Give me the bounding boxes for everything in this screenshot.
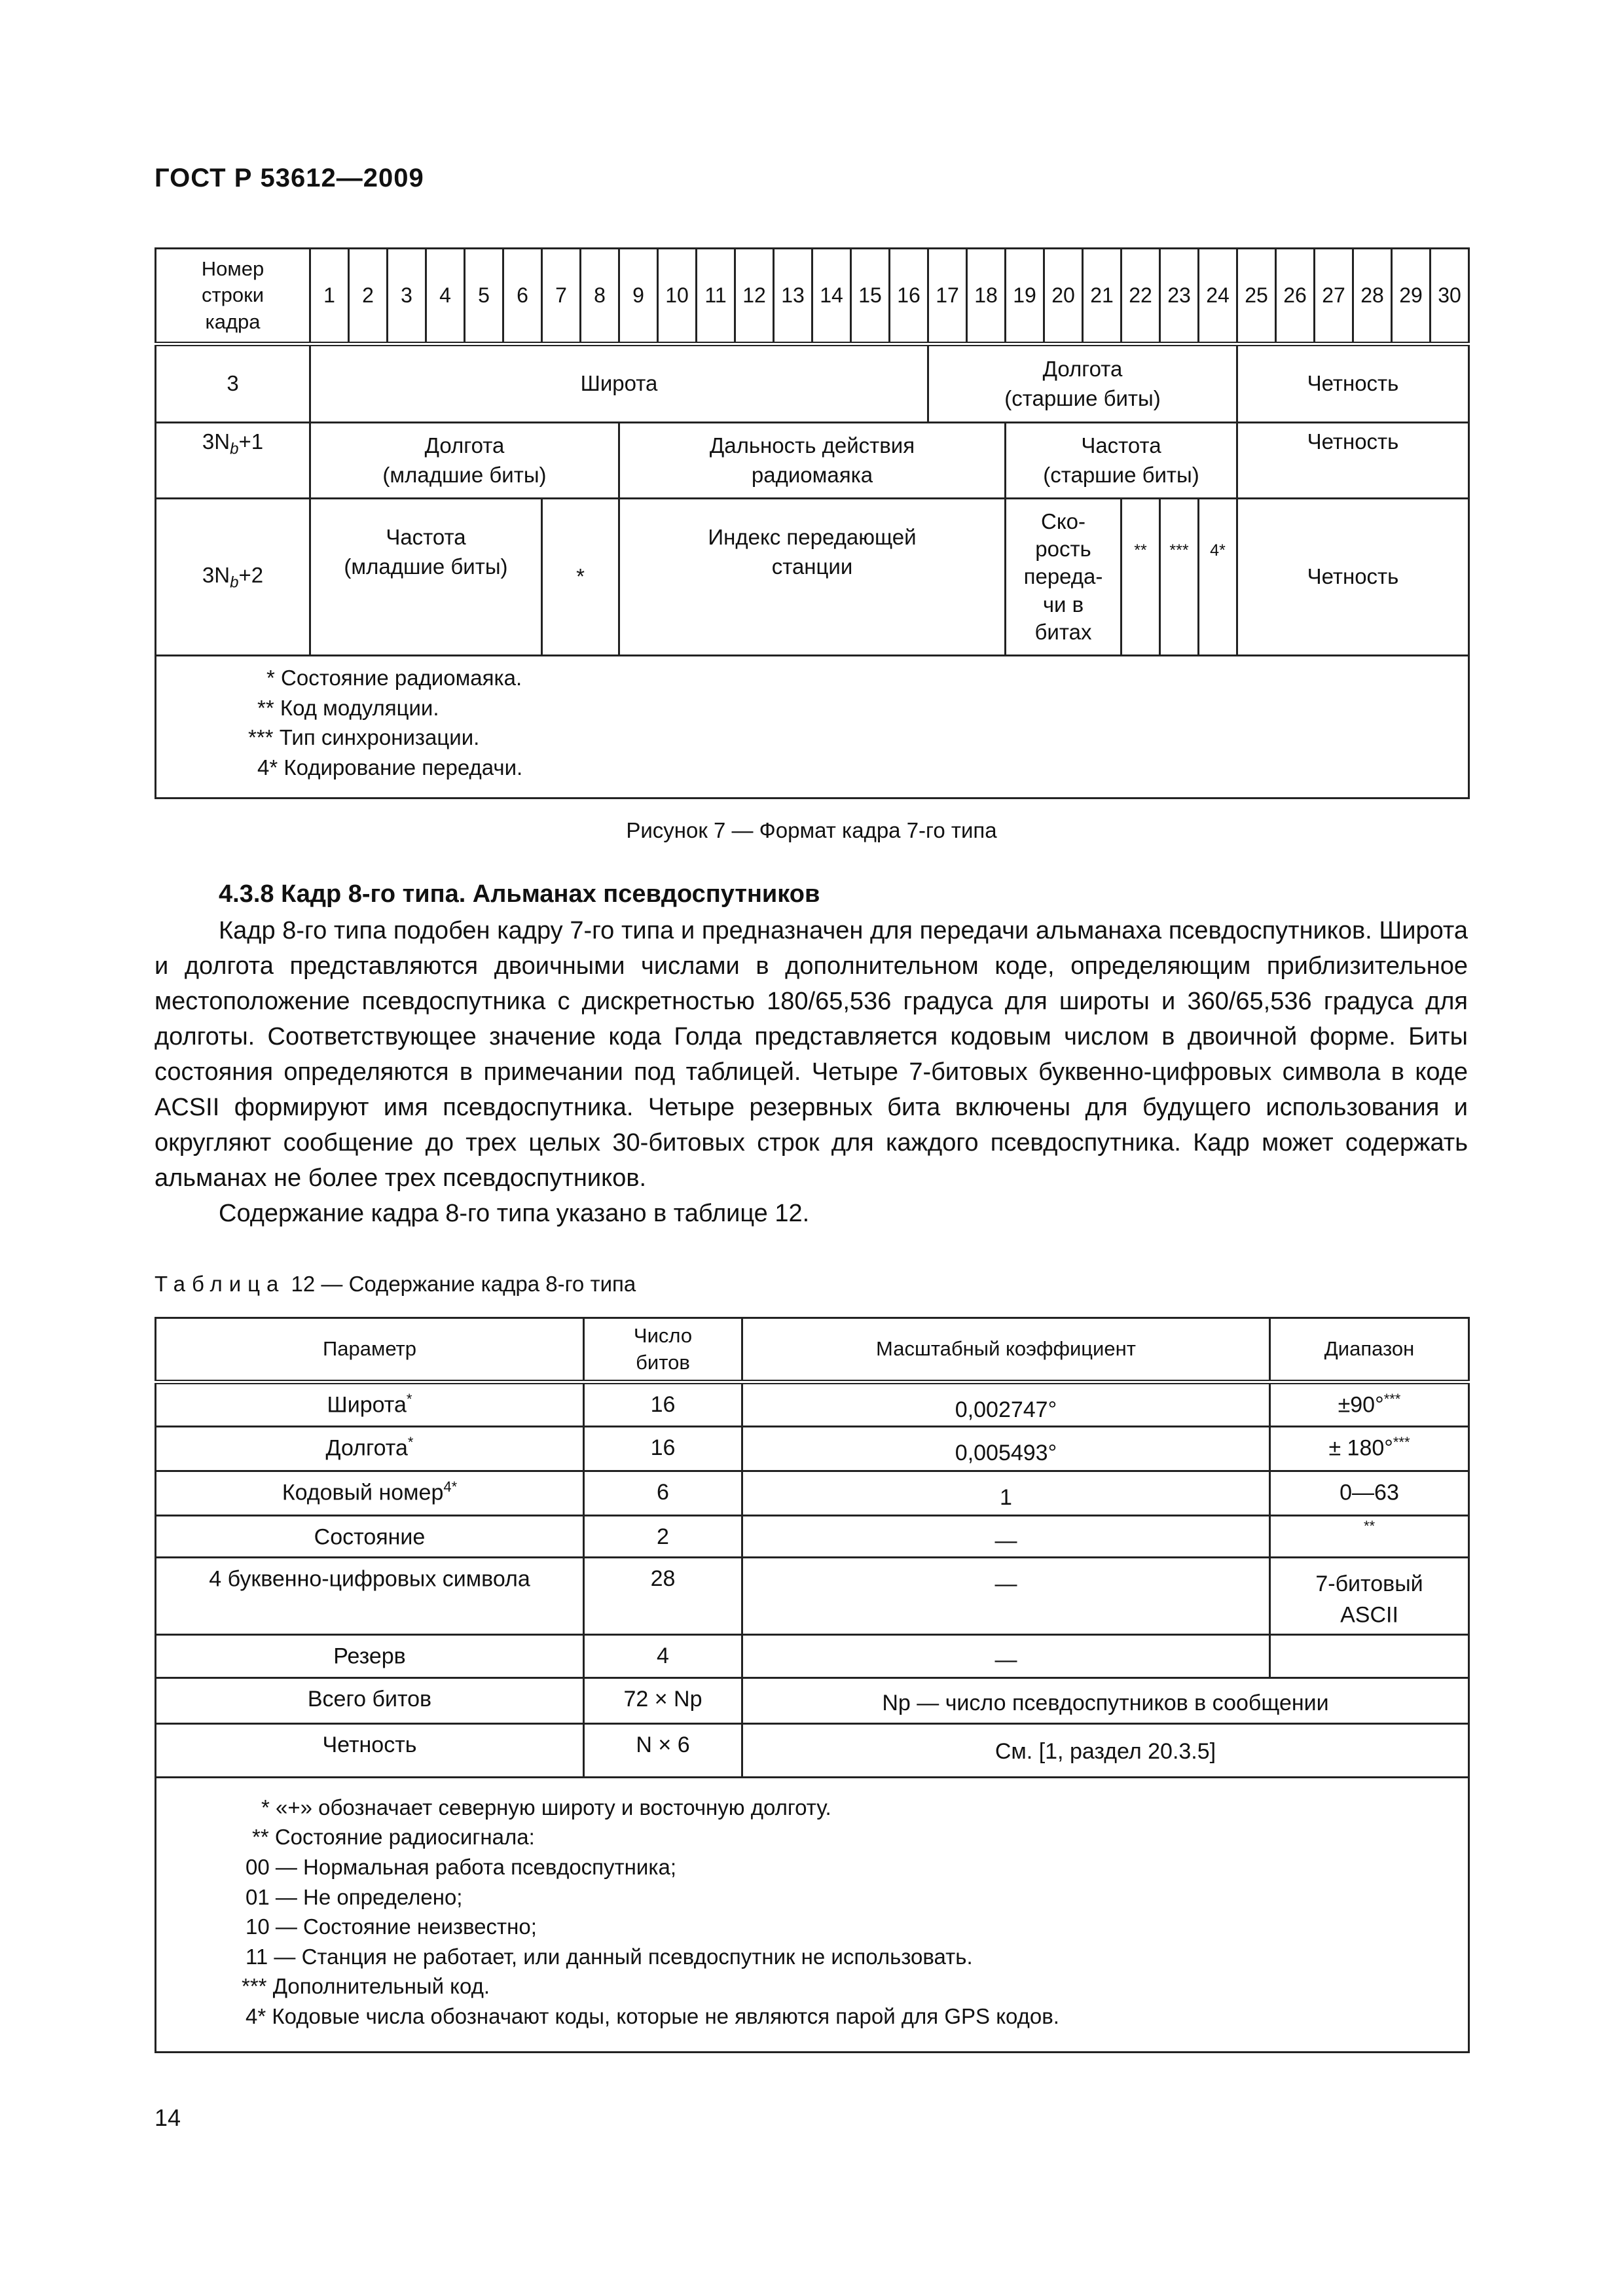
table12-notes xyxy=(156,1777,1469,2052)
head-label-line: Номер xyxy=(201,257,264,281)
modulation-code-field: ** xyxy=(1122,499,1160,656)
bit-rate-field xyxy=(1006,499,1122,656)
scale-cell: — xyxy=(742,1516,1270,1558)
field-line: Частота xyxy=(386,525,466,549)
bit-number-cell: 1 xyxy=(310,249,349,344)
field-line: станции xyxy=(771,554,853,579)
param-cell: Всего битов xyxy=(156,1677,584,1723)
range-text: 0—63 xyxy=(1340,1480,1399,1505)
note-line: 00 — Нормальная работа псевдоспутника; xyxy=(246,1854,677,1879)
param-cell xyxy=(156,1557,584,1634)
field-line: Долгота xyxy=(424,433,505,457)
paragraph: Содержание кадра 8-го типа указано в таблице 12. xyxy=(219,1200,810,1227)
bit-number-cell: 21 xyxy=(1083,249,1122,344)
field-line: Индекс передающей xyxy=(708,525,917,549)
bit-number-cell: 24 xyxy=(1199,249,1237,344)
range-cell xyxy=(1270,1382,1469,1427)
field-line: рость xyxy=(1035,537,1091,562)
bit-number-cell: 5 xyxy=(465,249,503,344)
bit-number-cell: 23 xyxy=(1160,249,1199,344)
total-description: Np — число псевдоспутников в сообщении xyxy=(742,1677,1469,1723)
range-cell xyxy=(1270,1471,1469,1516)
param-cell xyxy=(156,1634,584,1677)
scale-cell: 1 xyxy=(742,1471,1270,1516)
frequency-low-field xyxy=(310,499,542,656)
scale-cell: — xyxy=(742,1557,1270,1634)
table12-frame8-contents xyxy=(155,1317,1470,2053)
param-text: Широта xyxy=(327,1392,407,1418)
scale-cell: — xyxy=(742,1634,1270,1677)
bits-cell: 72 × Np xyxy=(584,1677,742,1723)
table-row xyxy=(156,1427,1469,1471)
field-line: Дальность действия xyxy=(709,433,915,457)
frequency-high-field xyxy=(1006,423,1237,499)
row-number-base: 3N xyxy=(202,429,230,454)
bit-number-cell: 18 xyxy=(967,249,1006,344)
section-title: 4.3.8 Кадр 8-го типа. Альманах псевдоспутников xyxy=(219,880,820,908)
bit-number-cell: 20 xyxy=(1044,249,1083,344)
row-number xyxy=(156,423,310,499)
bits-cell: 2 xyxy=(584,1516,742,1558)
frame-row-3 xyxy=(156,344,1469,423)
param-text: Кодовый номер xyxy=(282,1480,444,1505)
page-number: 14 xyxy=(155,2104,181,2131)
parity-description: См. [1, раздел 20.3.5] xyxy=(742,1723,1469,1777)
field-line: (старшие биты) xyxy=(1004,386,1161,410)
figure7-notes-row xyxy=(156,656,1469,798)
note-line: 11 — Станция не работает, или данный псевдоспутник не использовать. xyxy=(246,1944,973,1969)
document-header: ГОСТ Р 53612—2009 xyxy=(155,164,424,192)
note-line: ** Код модуляции. xyxy=(257,695,439,720)
bit-number-cell: 26 xyxy=(1276,249,1315,344)
bit-number-cell: 17 xyxy=(928,249,967,344)
param-cell xyxy=(156,1427,584,1471)
note-line: * Состояние радиомаяка. xyxy=(266,666,522,690)
note-line: 4* Кодирование передачи. xyxy=(257,755,523,780)
note-line: *** Тип синхронизации. xyxy=(248,725,480,750)
bit-number-cell: 27 xyxy=(1315,249,1353,344)
parity-field: Четность xyxy=(1237,344,1469,423)
head-label-line: кадра xyxy=(205,310,261,333)
beacon-range-field xyxy=(619,423,1006,499)
bit-number-cell: 9 xyxy=(619,249,658,344)
column-header: Параметр xyxy=(156,1318,584,1382)
latitude-field: Широта xyxy=(310,344,928,423)
table-caption-text: 12 — Содержание кадра 8-го типа xyxy=(285,1272,636,1296)
frame-row-3nb-1 xyxy=(156,423,1469,499)
parity-field: Четность xyxy=(1237,423,1469,499)
bit-number-cell: 4 xyxy=(426,249,465,344)
param-sup: 4* xyxy=(443,1479,458,1495)
note-line: *** Дополнительный код. xyxy=(242,1974,490,1999)
param-cell xyxy=(156,1516,584,1558)
bit-number-cell: 16 xyxy=(890,249,928,344)
bit-number-cell: 10 xyxy=(658,249,697,344)
note-line: 01 — Не определено; xyxy=(246,1884,463,1909)
table-total-row xyxy=(156,1677,1469,1723)
field-line: Частота xyxy=(1081,433,1161,457)
bits-cell: 4 xyxy=(584,1634,742,1677)
param-text: Долгота xyxy=(325,1435,408,1461)
table-word: Таблица xyxy=(155,1272,285,1296)
param-cell xyxy=(156,1471,584,1516)
note-line: ** Состояние радиосигнала: xyxy=(252,1825,535,1850)
range-cell xyxy=(1270,1634,1469,1677)
bits-cell: 16 xyxy=(584,1427,742,1471)
range-cell xyxy=(1270,1557,1469,1634)
transmission-coding-field: 4* xyxy=(1199,499,1237,656)
sync-type-field: *** xyxy=(1160,499,1199,656)
bit-number-cell: 11 xyxy=(697,249,735,344)
range-cell xyxy=(1270,1516,1469,1558)
scale-cell: 0,005493° xyxy=(742,1427,1270,1471)
longitude-high-field xyxy=(928,344,1237,423)
table-row xyxy=(156,1634,1469,1677)
bit-number-cell: 8 xyxy=(581,249,619,344)
range-sup: ** xyxy=(1363,1518,1376,1534)
range-cell xyxy=(1270,1427,1469,1471)
row-number-sub: b xyxy=(230,573,239,592)
figure7-notes xyxy=(156,656,1469,798)
row-number-suffix: +2 xyxy=(238,562,264,587)
note-line: * «+» обозначает северную широту и восточную долготу. xyxy=(261,1795,831,1820)
row-number-sub: b xyxy=(230,440,239,458)
paragraph: Кадр 8-го типа подобен кадру 7-го типа и предназначен для передачи альманаха псевдоспутников. Широта и долгота представляются двоичными числами в дополнительном коде, определяющим приблизительное местоположение псевдоспутника с дискретностью 180/65,536 градуса для широты и 360/65,536 градуса для долготы. Соответствующее значение кода Голда представляется кодовым числом в двоичной форме. Биты состояния определяются в примечании под таблицей. Четыре 7-битовых буквенно-цифровых символа в коде ACSII формируют имя псевдоспутника. Четыре резервных бита включены для будущего использования и округляют сообщение до трех целых 30-битовых строк для каждого псевдоспутника. Кадр может содержать альманах не более трех псевдоспутников. xyxy=(155,917,1468,1192)
field-line: радиомаяка xyxy=(751,462,873,487)
bit-number-cell: 12 xyxy=(735,249,774,344)
table-parity-row xyxy=(156,1723,1469,1777)
field-line: (младшие биты) xyxy=(382,462,547,487)
column-header: Масштабный коэффициент xyxy=(742,1318,1270,1382)
station-index-field xyxy=(619,499,1006,656)
range-text: ±90° xyxy=(1338,1392,1384,1418)
row-number-suffix: +1 xyxy=(238,429,264,454)
table-row xyxy=(156,1557,1469,1634)
field-line: Ско- xyxy=(1041,509,1085,533)
row-number-base: 3N xyxy=(202,562,230,587)
beacon-state-field: * xyxy=(542,499,619,656)
bit-number-cell: 19 xyxy=(1006,249,1044,344)
column-header: Число битов xyxy=(584,1318,742,1382)
field-line: Долгота xyxy=(1042,356,1123,381)
bits-cell: 6 xyxy=(584,1471,742,1516)
param-cell xyxy=(156,1382,584,1427)
bit-number-cell: 22 xyxy=(1122,249,1160,344)
field-line: (старшие биты) xyxy=(1043,462,1199,487)
param-sup: * xyxy=(407,1434,414,1450)
bit-number-cell: 13 xyxy=(774,249,812,344)
table-row xyxy=(156,1516,1469,1558)
column-header: Диапазон xyxy=(1270,1318,1469,1382)
field-line: переда- xyxy=(1023,564,1103,589)
bit-number-header-row xyxy=(156,249,1469,344)
longitude-low-field xyxy=(310,423,619,499)
range-text: ± 180° xyxy=(1328,1435,1393,1461)
bit-number-cell: 7 xyxy=(542,249,581,344)
field-line: чи в xyxy=(1042,592,1084,617)
parity-field: Четность xyxy=(1237,499,1469,656)
param-sup: * xyxy=(406,1391,412,1407)
row-number: 3 xyxy=(156,344,310,423)
frame-row-3nb-2 xyxy=(156,499,1469,656)
range-sup: *** xyxy=(1393,1434,1410,1450)
bit-number-cell: 3 xyxy=(388,249,426,344)
table-header-row xyxy=(156,1318,1469,1382)
range-text: 7-битовый ASCII xyxy=(1315,1571,1423,1628)
param-cell: Четность xyxy=(156,1723,584,1777)
head-label-line: строки xyxy=(201,283,264,307)
figure7-frame-format-table xyxy=(155,247,1470,799)
scale-cell: 0,002747° xyxy=(742,1382,1270,1427)
row-number xyxy=(156,499,310,656)
param-text: Резерв xyxy=(333,1643,406,1669)
bit-number-cell: 30 xyxy=(1431,249,1469,344)
param-text: 4 буквенно-цифровых символа xyxy=(209,1566,530,1592)
bit-number-cell: 15 xyxy=(851,249,890,344)
figure-caption: Рисунок 7 — Формат кадра 7-го типа xyxy=(626,818,997,842)
field-line: (младшие биты) xyxy=(344,554,508,579)
bit-number-cell: 28 xyxy=(1353,249,1392,344)
table-row xyxy=(156,1471,1469,1516)
param-text: Состояние xyxy=(314,1524,426,1550)
table12-notes-row xyxy=(156,1777,1469,2052)
row-number-label xyxy=(156,249,310,344)
bit-number-cell: 29 xyxy=(1392,249,1431,344)
table-caption xyxy=(155,1272,636,1297)
bits-cell: 28 xyxy=(584,1557,742,1634)
range-sup: *** xyxy=(1383,1391,1401,1407)
bit-number-cell: 25 xyxy=(1237,249,1276,344)
note-line: 10 — Состояние неизвестно; xyxy=(246,1914,537,1939)
field-line: битах xyxy=(1034,619,1092,644)
table-row xyxy=(156,1382,1469,1427)
bit-number-cell: 14 xyxy=(812,249,851,344)
bit-number-cell: 2 xyxy=(349,249,388,344)
note-line: 4* Кодовые числа обозначают коды, которые не являются парой для GPS кодов. xyxy=(246,2003,1059,2028)
bits-cell: 16 xyxy=(584,1382,742,1427)
section-body xyxy=(155,913,1468,1231)
bits-cell: N × 6 xyxy=(584,1723,742,1777)
bit-number-cell: 6 xyxy=(503,249,542,344)
